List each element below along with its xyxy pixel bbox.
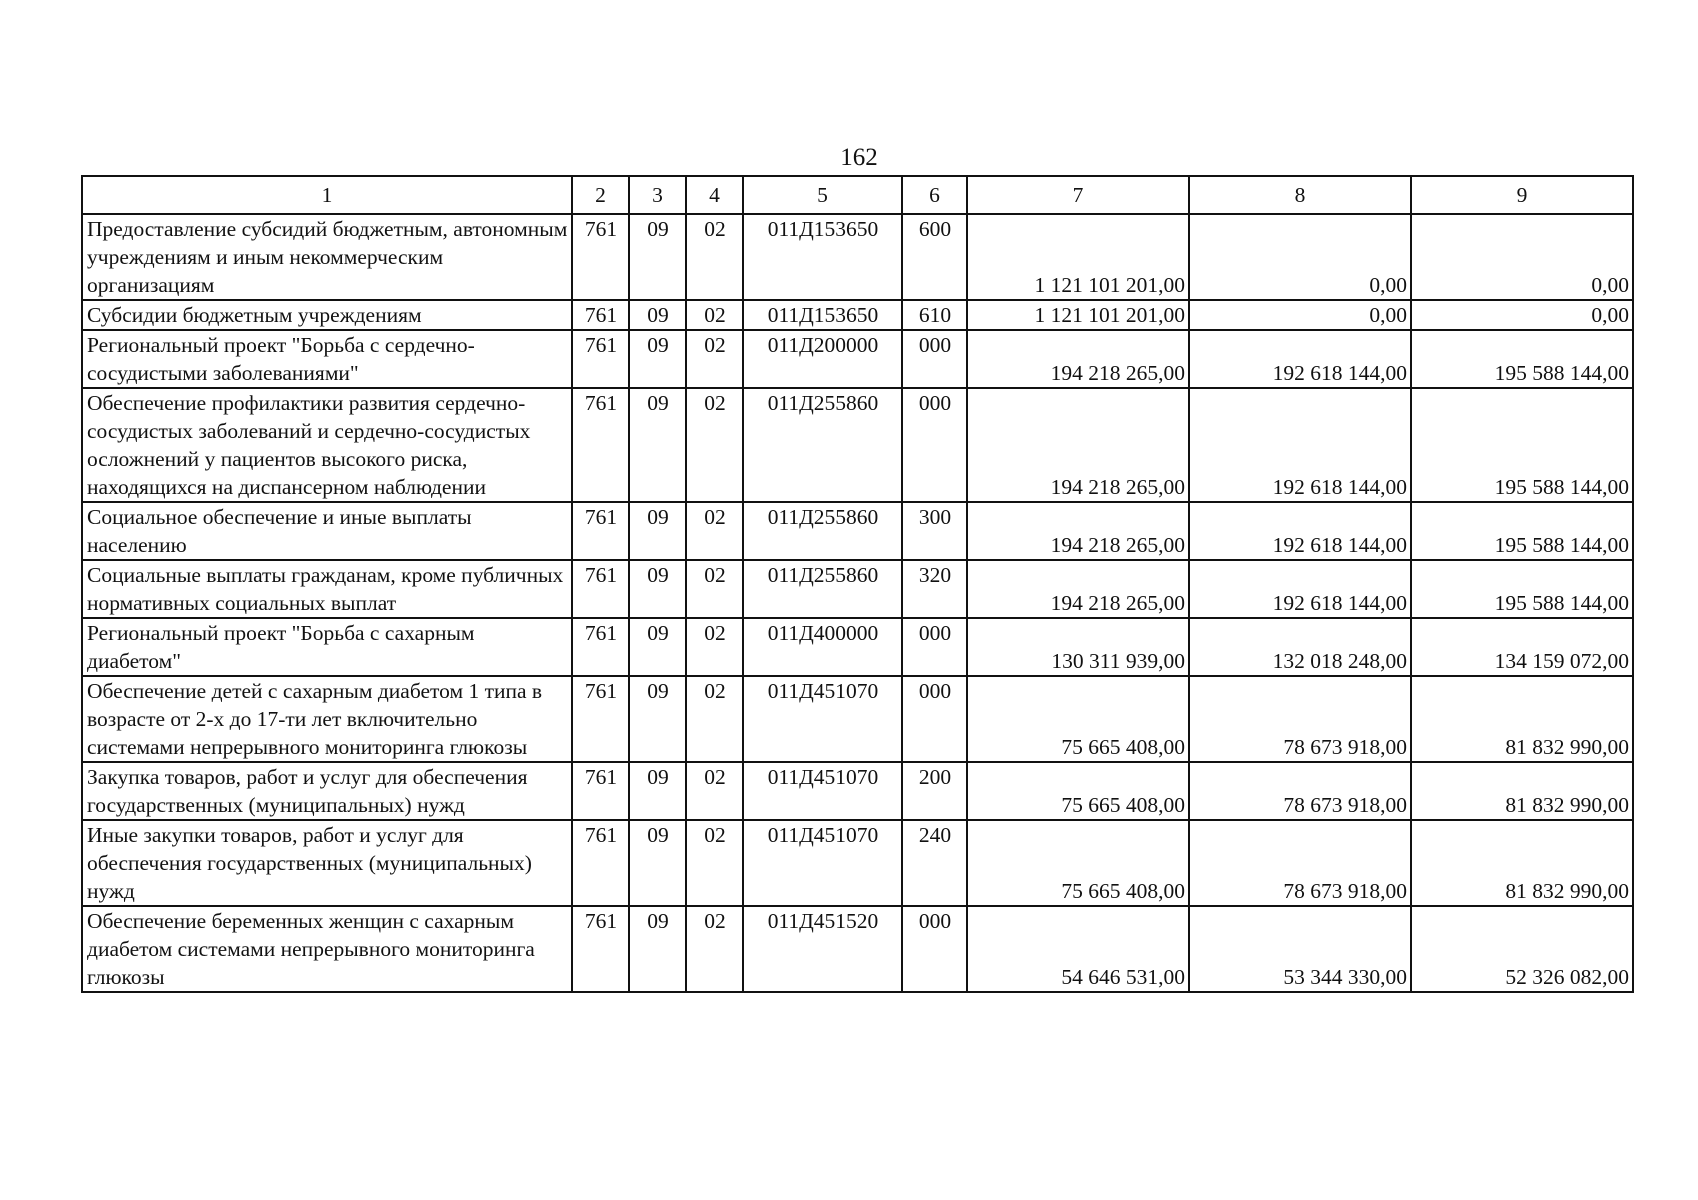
cell-amount-7: 75 665 408,00 [967, 762, 1189, 820]
cell-description: Региональный проект "Борьба с сахарным диабетом" [82, 618, 572, 676]
cell-col-5: 011Д255860 [743, 502, 902, 560]
cell-col-6: 610 [902, 300, 967, 330]
cell-col-6: 000 [902, 388, 967, 502]
cell-amount-8: 53 344 330,00 [1189, 906, 1411, 992]
cell-amount-8: 192 618 144,00 [1189, 502, 1411, 560]
cell-description: Социальное обеспечение и иные выплаты населению [82, 502, 572, 560]
cell-col-3: 09 [629, 330, 686, 388]
header-row [82, 176, 1633, 214]
cell-col-4: 02 [686, 330, 743, 388]
cell-col-3: 09 [629, 388, 686, 502]
cell-amount-7: 54 646 531,00 [967, 906, 1189, 992]
cell-col-6: 320 [902, 560, 967, 618]
column-header: 1 [82, 176, 572, 214]
cell-amount-9: 195 588 144,00 [1411, 388, 1633, 502]
cell-description: Обеспечение беременных женщин с сахарным диабетом системами непрерывного мониторинга глюкозы [82, 906, 572, 992]
cell-col-5: 011Д200000 [743, 330, 902, 388]
cell-amount-9: 0,00 [1411, 214, 1633, 300]
cell-amount-8: 78 673 918,00 [1189, 762, 1411, 820]
cell-col-5: 011Д451070 [743, 820, 902, 906]
cell-col-3: 09 [629, 762, 686, 820]
column-header: 7 [967, 176, 1189, 214]
cell-col-2: 761 [572, 300, 629, 330]
cell-amount-7: 1 121 101 201,00 [967, 300, 1189, 330]
cell-col-2: 761 [572, 906, 629, 992]
cell-col-2: 761 [572, 214, 629, 300]
cell-amount-9: 81 832 990,00 [1411, 820, 1633, 906]
cell-amount-7: 130 311 939,00 [967, 618, 1189, 676]
cell-amount-9: 195 588 144,00 [1411, 502, 1633, 560]
cell-amount-9: 81 832 990,00 [1411, 676, 1633, 762]
cell-description: Иные закупки товаров, работ и услуг для обеспечения государственных (муниципальных) нужд [82, 820, 572, 906]
cell-col-4: 02 [686, 762, 743, 820]
cell-amount-8: 78 673 918,00 [1189, 820, 1411, 906]
cell-col-3: 09 [629, 502, 686, 560]
table-row [82, 300, 1633, 330]
cell-description: Субсидии бюджетным учреждениям [82, 300, 572, 330]
cell-amount-9: 134 159 072,00 [1411, 618, 1633, 676]
column-header: 5 [743, 176, 902, 214]
table-row [82, 820, 1633, 906]
cell-col-3: 09 [629, 560, 686, 618]
cell-col-4: 02 [686, 820, 743, 906]
cell-amount-8: 192 618 144,00 [1189, 330, 1411, 388]
cell-col-6: 240 [902, 820, 967, 906]
cell-col-2: 761 [572, 388, 629, 502]
cell-col-4: 02 [686, 388, 743, 502]
cell-col-5: 011Д451070 [743, 762, 902, 820]
cell-amount-8: 0,00 [1189, 214, 1411, 300]
cell-amount-8: 192 618 144,00 [1189, 560, 1411, 618]
cell-amount-8: 132 018 248,00 [1189, 618, 1411, 676]
cell-col-5: 011Д153650 [743, 300, 902, 330]
table-row [82, 618, 1633, 676]
table-row [82, 676, 1633, 762]
cell-col-3: 09 [629, 300, 686, 330]
column-header: 6 [902, 176, 967, 214]
cell-col-3: 09 [629, 906, 686, 992]
cell-amount-7: 194 218 265,00 [967, 560, 1189, 618]
cell-col-5: 011Д451070 [743, 676, 902, 762]
page-number: 162 [840, 144, 878, 171]
cell-col-4: 02 [686, 300, 743, 330]
table-row [82, 388, 1633, 502]
cell-col-6: 300 [902, 502, 967, 560]
cell-col-4: 02 [686, 560, 743, 618]
cell-amount-7: 1 121 101 201,00 [967, 214, 1189, 300]
cell-col-5: 011Д255860 [743, 560, 902, 618]
cell-col-4: 02 [686, 618, 743, 676]
cell-col-2: 761 [572, 676, 629, 762]
cell-amount-9: 0,00 [1411, 300, 1633, 330]
column-header: 9 [1411, 176, 1633, 214]
cell-col-5: 011Д153650 [743, 214, 902, 300]
table-body [82, 176, 1633, 992]
cell-col-6: 200 [902, 762, 967, 820]
column-header: 4 [686, 176, 743, 214]
cell-amount-9: 195 588 144,00 [1411, 330, 1633, 388]
cell-amount-8: 192 618 144,00 [1189, 388, 1411, 502]
column-header: 2 [572, 176, 629, 214]
cell-amount-7: 194 218 265,00 [967, 502, 1189, 560]
cell-col-4: 02 [686, 676, 743, 762]
cell-col-2: 761 [572, 820, 629, 906]
cell-col-5: 011Д400000 [743, 618, 902, 676]
cell-amount-9: 52 326 082,00 [1411, 906, 1633, 992]
cell-col-3: 09 [629, 214, 686, 300]
cell-col-6: 000 [902, 618, 967, 676]
table-row [82, 502, 1633, 560]
cell-description: Региональный проект "Борьба с сердечно-сосудистыми заболеваниями" [82, 330, 572, 388]
column-header: 8 [1189, 176, 1411, 214]
budget-table [81, 175, 1634, 993]
cell-col-2: 761 [572, 762, 629, 820]
cell-col-2: 761 [572, 330, 629, 388]
cell-col-4: 02 [686, 502, 743, 560]
cell-col-3: 09 [629, 820, 686, 906]
table-row [82, 330, 1633, 388]
cell-amount-7: 75 665 408,00 [967, 676, 1189, 762]
cell-description: Обеспечение профилактики развития сердечно-сосудистых заболеваний и сердечно-сосудистых осложнений у пациентов высокого риска, находящихся на диспансерном наблюдении [82, 388, 572, 502]
cell-amount-8: 78 673 918,00 [1189, 676, 1411, 762]
cell-amount-7: 194 218 265,00 [967, 330, 1189, 388]
table-row [82, 560, 1633, 618]
cell-col-3: 09 [629, 618, 686, 676]
cell-col-6: 000 [902, 676, 967, 762]
cell-col-5: 011Д451520 [743, 906, 902, 992]
cell-description: Обеспечение детей с сахарным диабетом 1 типа в возрасте от 2-х до 17-ти лет включительно системами непрерывного мониторинга глюкозы [82, 676, 572, 762]
cell-description: Предоставление субсидий бюджетным, автономным учреждениям и иным некоммерческим организациям [82, 214, 572, 300]
cell-amount-8: 0,00 [1189, 300, 1411, 330]
cell-col-6: 000 [902, 330, 967, 388]
cell-col-6: 000 [902, 906, 967, 992]
cell-description: Социальные выплаты гражданам, кроме публичных нормативных социальных выплат [82, 560, 572, 618]
cell-col-4: 02 [686, 214, 743, 300]
cell-col-6: 600 [902, 214, 967, 300]
cell-amount-7: 194 218 265,00 [967, 388, 1189, 502]
cell-col-2: 761 [572, 502, 629, 560]
table-row [82, 762, 1633, 820]
cell-col-4: 02 [686, 906, 743, 992]
column-header: 3 [629, 176, 686, 214]
cell-amount-9: 195 588 144,00 [1411, 560, 1633, 618]
cell-col-3: 09 [629, 676, 686, 762]
table-row [82, 906, 1633, 992]
cell-col-2: 761 [572, 560, 629, 618]
cell-col-5: 011Д255860 [743, 388, 902, 502]
cell-amount-7: 75 665 408,00 [967, 820, 1189, 906]
cell-description: Закупка товаров, работ и услуг для обеспечения государственных (муниципальных) нужд [82, 762, 572, 820]
table-row [82, 214, 1633, 300]
cell-amount-9: 81 832 990,00 [1411, 762, 1633, 820]
cell-col-2: 761 [572, 618, 629, 676]
